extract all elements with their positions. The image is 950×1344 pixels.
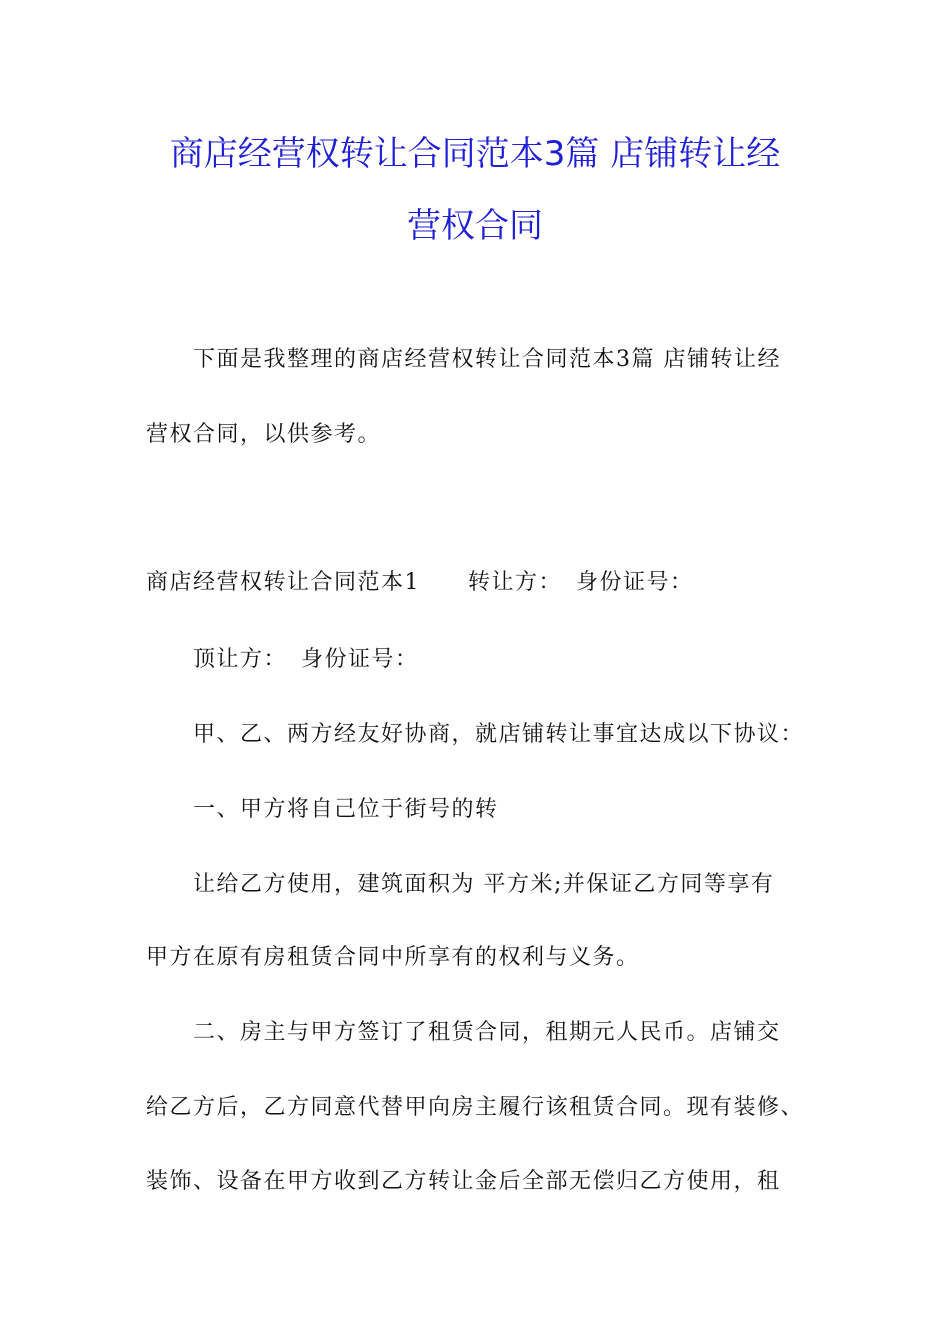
intro-line-2: 营权合同，以供参考。 (146, 422, 382, 447)
transferee-id-label: 身份证号： (301, 647, 419, 672)
transferee-row (193, 645, 419, 675)
clause-two-line-2: 给乙方后，乙方同意代替甲向房主履行该租赁合同。现有装修、 (146, 1095, 805, 1120)
section-1-heading-row (146, 568, 694, 598)
section-1-heading: 商店经营权转让合同范本1 (146, 570, 420, 595)
clause-one-cont-line-2: 甲方在原有房租赁合同中所享有的权利与义务。 (146, 945, 640, 970)
document-title-line-1: 商店经营权转让合同范本3篇 店铺转让经 (169, 134, 781, 174)
clause-one-line: 一、甲方将自己位于街号的转 (193, 797, 499, 822)
transferee-label: 顶让方： (193, 647, 288, 672)
transferor-id-label: 身份证号： (576, 570, 694, 595)
agreement-paragraph: 甲、乙、两方经友好协商，就店铺转让事宜达成以下协议： (193, 722, 805, 747)
document-title-line-2: 营权合同 (407, 206, 543, 246)
clause-one-cont-line-1: 让给乙方使用，建筑面积为 平方米;并保证乙方同等享有 (193, 872, 775, 897)
clause-two-line-1: 二、房主与甲方签订了租赁合同，租期元人民币。店铺交 (193, 1020, 781, 1045)
transferor-label: 转让方： (468, 570, 563, 595)
clause-two-line-3: 装饰、设备在甲方收到乙方转让金后全部无偿归乙方使用，租 (146, 1169, 781, 1194)
intro-line-1: 下面是我整理的商店经营权转让合同范本3篇 店铺转让经 (193, 347, 781, 372)
